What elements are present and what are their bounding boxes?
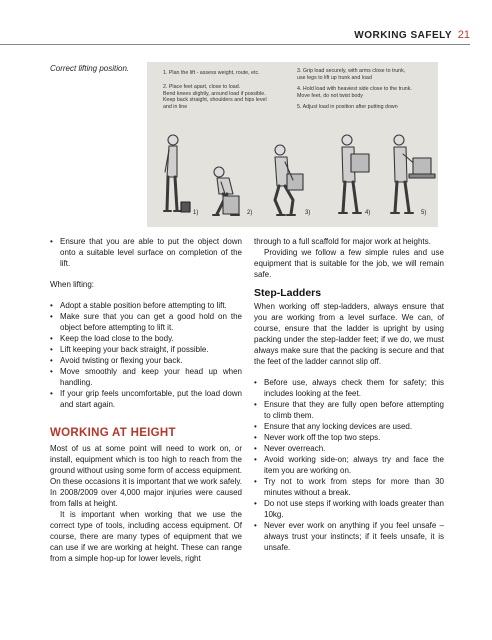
lifting-figure [147,62,438,227]
step-label-3: 3) [305,210,311,216]
list-item: • Ensure that they are fully open before attempting to climb them. [254,399,444,421]
bullets-top [50,236,242,269]
section-heading-working-at-height: WORKING AT HEIGHT [50,427,176,439]
paragraph: When working off step-ladders, always ensure that you are working from a level surface. We can, of course, ensure that the ladder is upright by using packing under the step-ladder feet; if we do, we must always make sure that the packing is secure and that the feet of the ladder cannot slip off. [254,302,444,366]
list-item: • Adopt a stable position before attempting to lift. [50,300,242,311]
list-item: • Ensure that any locking devices are used. [254,421,444,432]
page-header [0,0,492,48]
paragraph: through to a full scaffold for major work at heights. [254,237,431,246]
instruction-5: 5. Adjust load in position after putting down [297,104,398,110]
paragraph: It is important when working that we use the correct type of tools, including access equipment. Of course, there are many types of equipment that we can use if we are working at height. These can range from a simple hop-up for lower levels, right [50,510,242,563]
page-number: 21 [457,29,470,41]
list-item: • Never overreach. [254,443,444,454]
step-label-5: 5) [421,210,427,216]
paragraph: Most of us at some point will need to work on, or install, equipment which is too high to reach from the ground without using some form of access equipment. On these occasions it is important that we work safely. In 2008/2009 over 4,000 major injuries were caused from falls at height. [50,444,242,508]
left-column [50,236,242,564]
lifting-bullets [50,300,242,410]
figure-4-carrying [339,135,369,213]
figure-caption: Correct lifting position. [50,64,130,73]
running-title: WORKING SAFELY [354,30,452,41]
figure-2-bending [213,167,239,215]
list-item: • Try not to work from steps for more than 30 minutes without a break. [254,476,444,498]
right-column [254,236,444,553]
list-item: • If your grip feels uncomfortable, put the load down and start again. [50,388,242,410]
list-item: • Never ever work on anything if you feel unsafe – always trust your instincts; if it feels unsafe, it is unsafe. [254,520,444,553]
step-label-1: 1) [193,210,199,216]
instruction-4: 4. Hold load with heaviest side close to the trunk. Move feet, do not twist body [297,86,412,99]
figure-5-placing [391,135,435,213]
list-item: • Before use, always check them for safety; this includes looking at the feet. [254,377,444,399]
list-item: • Ensure that you are able to put the object down onto a suitable level surface on completion of the lift. [50,236,242,269]
list-item: • Avoid twisting or flexing your back. [50,355,242,366]
step-ladder-bullets [254,377,444,553]
paragraph: Providing we follow a few simple rules and use equipment that is suitable for the job, we will remain safe. [254,248,444,279]
list-item: • Avoid working side-on; always try and face the item you are working on. [254,454,444,476]
instruction-1: 1. Plan the lift - assess weight, route, etc. [163,70,260,76]
step-label-4: 4) [365,210,371,216]
header-rule [0,44,470,45]
list-item: • Move smoothly and keep your head up when handling. [50,366,242,388]
section-heading-step-ladders: Step-Ladders [254,287,322,299]
list-item: • Never work off the top two steps. [254,432,444,443]
list-item: • Make sure that you can get a good hold on the object before attempting to lift it. [50,311,242,333]
figure-1-standing [164,135,190,212]
list-item: • Lift keeping your back straight, if possible. [50,344,242,355]
lifting-intro: When lifting: [50,280,95,289]
instruction-3: 3. Grip load securely, with arms close to trunk, use legs to lift up trunk and load [297,68,406,81]
figure-3-lifting [275,145,303,215]
list-item: • Do not use steps if working with loads greater than 10kg. [254,498,444,520]
instruction-2: 2. Place feet apart, close to load. Bend knees slightly, around load if possible. Keep back straight, shoulders and hips level and in line [163,84,267,110]
step-label-2: 2) [247,210,253,216]
list-item: • Keep the load close to the body. [50,333,242,344]
